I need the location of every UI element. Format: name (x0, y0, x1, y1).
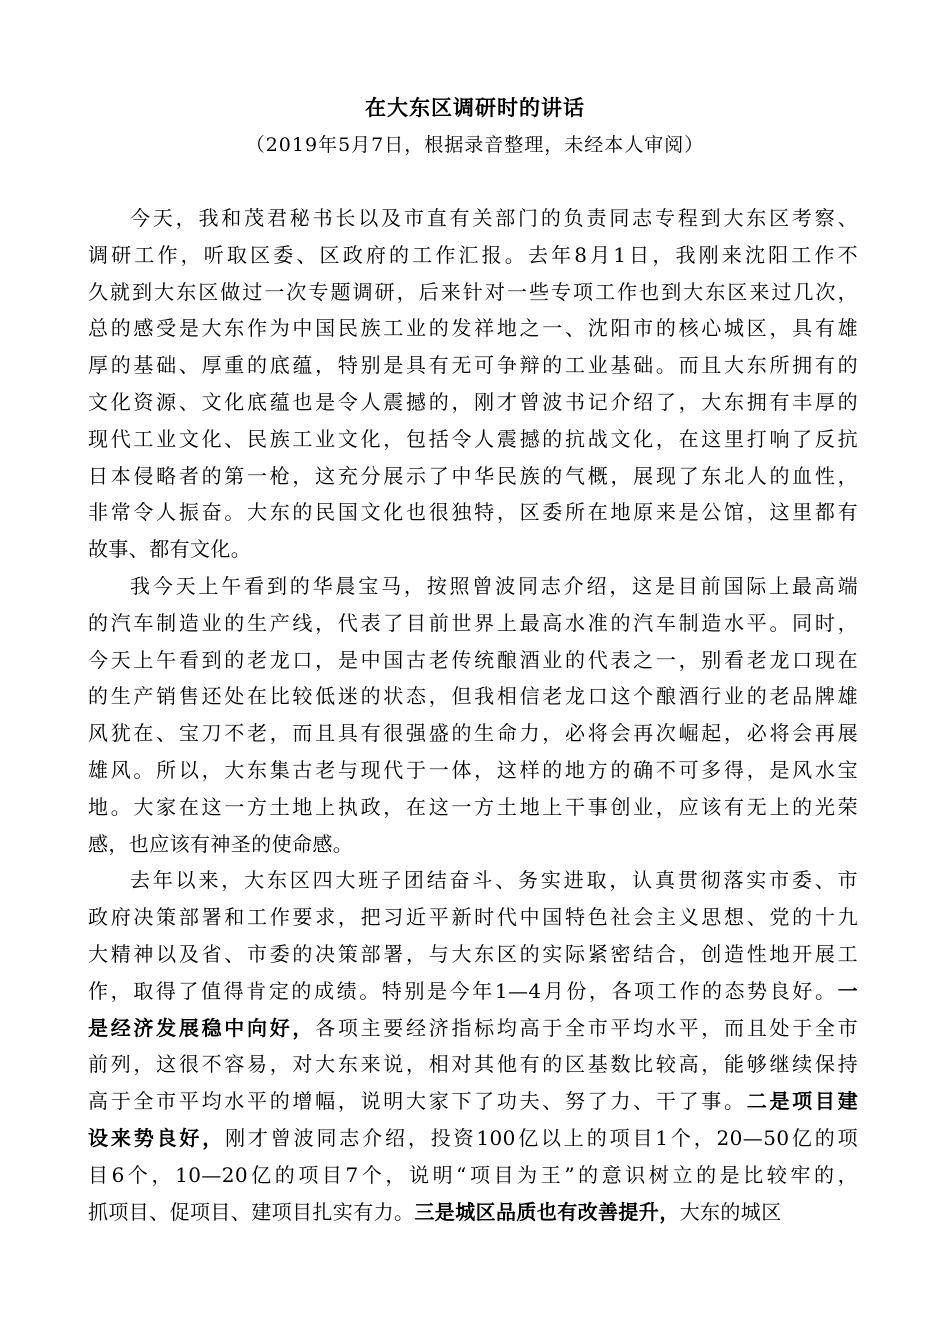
text-line (88, 458, 858, 495)
body-paragraph (88, 862, 858, 1230)
document-title: 在大东区调研时的讲话 (365, 95, 585, 120)
text-run: 大精神以及省、市委的决策部署，与大东区的实际紧密结合，创造性地开展工 (88, 941, 858, 966)
text-run: 目6个，10—20亿的项目7个，说明“项目为王”的意识树立的是比较牢的， (88, 1162, 858, 1187)
text-run: 现代工业文化、民族工业文化，包括令人震撼的抗战文化，在这里打响了反抗 (88, 426, 858, 451)
text-run: 今天上午看到的老龙口，是中国古老传统酿酒业的代表之一，别看老龙口现在 (88, 647, 858, 672)
text-run: 的汽车制造业的生产线，代表了目前世界上最高水准的汽车制造水平。同时， (88, 610, 858, 635)
text-run: 故事、都有文化。 (88, 537, 252, 562)
text-run: 作，取得了值得肯定的成绩。特别是今年1—4月份，各项工作的态势良好。 (88, 978, 838, 1003)
bold-heading-run: 三是城区品质也有改善提升， (414, 1199, 680, 1224)
text-run: 去年以来，大东区四大班子团结奋斗、务实进取，认真贯彻落实市委、市 (130, 868, 858, 893)
text-line (88, 494, 858, 531)
text-line (88, 752, 858, 789)
body-paragraph (88, 568, 858, 862)
text-run: 文化资源、文化底蕴也是令人震撼的，刚才曾波书记介绍了，大东拥有丰厚的 (88, 389, 858, 414)
text-line (88, 605, 858, 642)
text-run: 前列，这很不容易，对大东来说，相对其他有的区基数比较高，能够继续保持 (88, 1052, 858, 1077)
text-run: 我今天上午看到的华晨宝马，按照曾波同志介绍，这是目前国际上最高端 (130, 573, 858, 598)
text-line (88, 274, 858, 311)
text-run: 地。大家在这一方土地上执政，在这一方土地上干事创业，应该有无上的光荣 (88, 794, 858, 819)
body-paragraph (88, 200, 858, 568)
text-line (88, 384, 858, 421)
text-run: 抓项目、促项目、建项目扎实有力。 (88, 1199, 415, 1224)
text-run: 感，也应该有神圣的使命感。 (88, 831, 354, 856)
text-run: 各项主要经济指标均高于全市平均水平，而且处于全市 (315, 1015, 858, 1040)
bold-heading-run: 二是项目建 (746, 1089, 858, 1114)
text-line (88, 1010, 858, 1047)
text-line (88, 1120, 858, 1157)
text-run: 大东的城区 (679, 1199, 782, 1224)
bold-heading-run: 是经济发展稳中向好， (88, 1015, 316, 1040)
text-run: 风犹在、宝刀不老，而且具有很强盛的生命力，必将会再次崛起，必将会再展 (88, 721, 858, 746)
text-line (88, 1157, 858, 1194)
text-run: 的生产销售还处在比较低迷的状态，但我相信老龙口这个酿酒行业的老品牌雄 (88, 684, 858, 709)
text-line (88, 237, 858, 274)
text-line (88, 1194, 858, 1231)
text-line (88, 347, 858, 384)
text-line (88, 789, 858, 826)
text-line (88, 421, 858, 458)
text-line (88, 973, 858, 1010)
text-run: 调研工作，听取区委、区政府的工作汇报。去年8月1日，我刚来沈阳工作不 (88, 242, 858, 267)
text-line (88, 531, 858, 568)
text-line (88, 310, 858, 347)
text-line (88, 678, 858, 715)
text-run: 刚才曾波同志介绍，投资100亿以上的项目1个，20—50亿的项 (225, 1125, 858, 1150)
bold-heading-run: 设来势良好， (88, 1125, 226, 1150)
document-body (88, 200, 858, 1230)
text-run: 厚的基础、厚重的底蕴，特别是具有无可争辩的工业基础。而且大东所拥有的 (88, 353, 858, 378)
text-run: 高于全市平均水平的增幅，说明大家下了功夫、努了力、干了事。 (88, 1089, 747, 1114)
text-run: 政府决策部署和工作要求，把习近平新时代中国特色社会主义思想、党的十九 (88, 905, 858, 930)
text-line (88, 568, 858, 605)
text-line (88, 1046, 858, 1083)
text-line (88, 1083, 858, 1120)
text-line (88, 899, 858, 936)
text-run: 非常令人振奋。大东的民国文化也很独特，区委所在地原来是公馆，这里都有 (88, 500, 858, 525)
text-run: 今天，我和茂君秘书长以及市直有关部门的负责同志专程到大东区考察、 (130, 206, 858, 230)
text-line (88, 200, 858, 237)
text-line (88, 826, 858, 863)
text-line (88, 715, 858, 752)
text-line (88, 936, 858, 973)
text-run: 久就到大东区做过一次专题调研，后来针对一些专项工作也到大东区来过几次， (88, 279, 858, 304)
text-run: 总的感受是大东作为中国民族工业的发祥地之一、沈阳市的核心城区，具有雄 (88, 316, 858, 341)
bold-heading-run: 一 (837, 978, 858, 1003)
text-run: 日本侵略者的第一枪，这充分展示了中华民族的气概，展现了东北人的血性， (88, 463, 858, 488)
text-line (88, 862, 858, 899)
text-line (88, 642, 858, 679)
text-run: 雄风。所以，大东集古老与现代于一体，这样的地方的确不可多得，是风水宝 (88, 757, 858, 782)
document-subtitle: （2019年5月7日，根据录音整理，未经本人审阅） (245, 134, 705, 156)
